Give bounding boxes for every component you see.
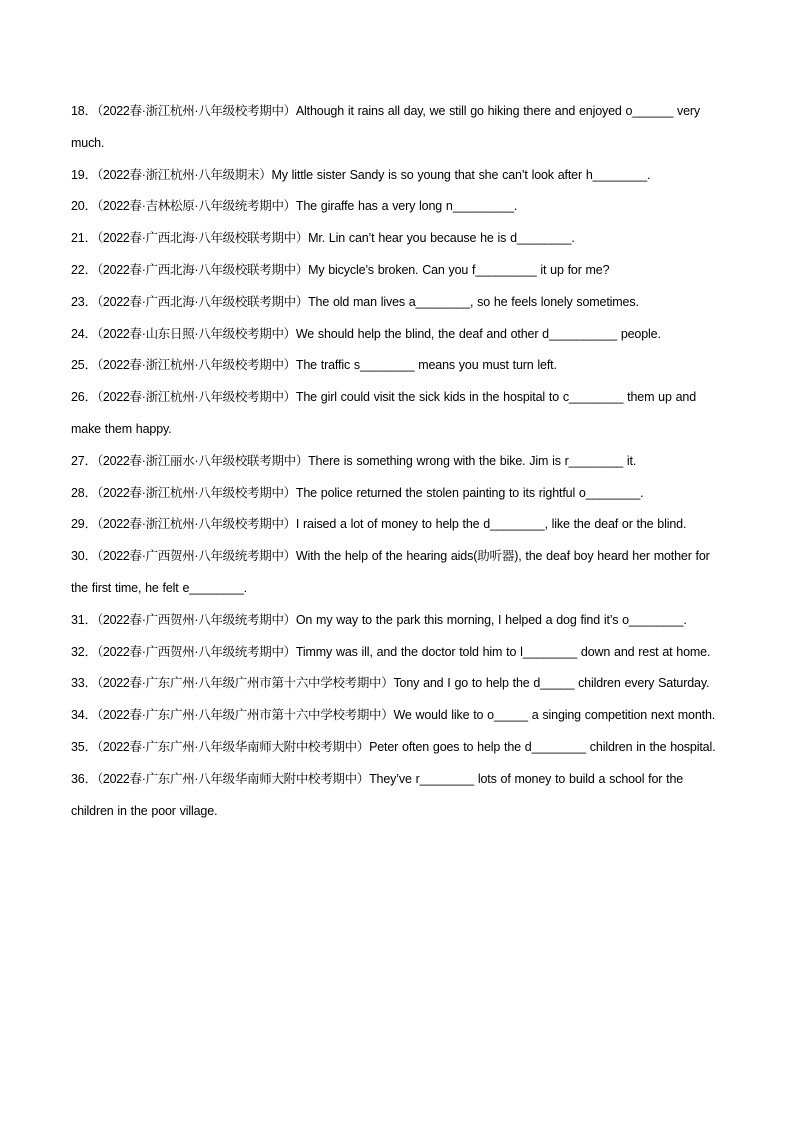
question-number: 36．	[71, 771, 97, 786]
question-item	[71, 446, 723, 478]
question-source: （2022春·浙江杭州·八年级期末）	[96, 167, 272, 182]
question-text: Peter often goes to help the d________ children in the hospital.	[369, 739, 716, 754]
question-item	[71, 287, 723, 319]
question-number: 31．	[71, 612, 97, 627]
question-source: （2022春·山东日照·八年级校考期中）	[96, 326, 296, 341]
question-text: The traffic s________ means you must turn left.	[295, 358, 557, 373]
question-item	[71, 382, 723, 446]
question-source: （2022春·广西贺州·八年级统考期中）	[96, 549, 296, 564]
question-item	[71, 668, 723, 700]
question-source: （2022春·浙江杭州·八年级校考期中）	[96, 104, 296, 118]
question-item	[71, 191, 723, 223]
question-item	[71, 478, 723, 510]
question-text: There is something wrong with the bike. Jim is r________ it.	[308, 453, 637, 468]
question-source: （2022春·浙江杭州·八年级校考期中）	[96, 390, 296, 405]
question-text: My little sister Sandy is so young that she can’t look after h________.	[271, 167, 651, 182]
question-source: （2022春·广东广州·八年级华南师大附中校考期中）	[96, 771, 370, 786]
question-number: 32．	[71, 644, 97, 659]
question-text: The old man lives a________, so he feels lonely sometimes.	[308, 294, 639, 309]
question-source: （2022春·广西北海·八年级校联考期中）	[96, 294, 309, 309]
question-number: 35．	[71, 739, 97, 754]
question-number: 26．	[71, 390, 97, 405]
question-source: （2022春·广东广州·八年级广州市第十六中学校考期中）	[96, 676, 394, 691]
question-number: 30．	[71, 549, 97, 564]
question-number: 28．	[71, 485, 97, 500]
question-number: 19．	[71, 167, 97, 182]
question-item	[71, 350, 723, 382]
question-item	[71, 319, 723, 351]
question-item	[71, 223, 723, 255]
question-number: 33．	[71, 676, 97, 691]
question-text: We should help the blind, the deaf and other d__________ people.	[295, 326, 661, 341]
question-source: （2022春·浙江杭州·八年级校考期中）	[96, 358, 296, 373]
question-text: Although it rains all day, we still go hiking there and enjoyed o______ very much.	[71, 104, 701, 150]
question-item	[71, 605, 723, 637]
question-number: 29．	[71, 517, 97, 532]
question-text: On my way to the park this morning, I helped a dog find it’s o________.	[295, 612, 687, 627]
question-text: The girl could visit the sick kids in the hospital to c________ them up and make them happy.	[71, 390, 697, 436]
question-number: 20．	[71, 199, 97, 214]
question-number: 22．	[71, 262, 97, 277]
question-text: My bicycle’s broken. Can you f_________ it up for me?	[308, 262, 610, 277]
question-number: 24．	[71, 326, 97, 341]
question-source: （2022春·浙江杭州·八年级校考期中）	[96, 517, 296, 532]
question-source: （2022春·浙江杭州·八年级校考期中）	[96, 485, 296, 500]
question-item	[71, 160, 723, 192]
question-list	[71, 96, 723, 827]
question-text: We would like to o_____ a singing competition next month.	[393, 708, 716, 723]
question-source: （2022春·广西北海·八年级校联考期中）	[96, 231, 309, 246]
question-text: They’ve r________ lots of money to build a school for the children in the poor village.	[71, 771, 684, 818]
question-number: 21．	[71, 231, 97, 246]
question-item	[71, 637, 723, 669]
question-number: 18．	[71, 104, 97, 118]
question-item	[71, 541, 723, 605]
question-text: Timmy was ill, and the doctor told him to l________ down and rest at home.	[295, 644, 711, 659]
question-source: （2022春·广东广州·八年级广州市第十六中学校考期中）	[96, 708, 394, 723]
question-number: 25．	[71, 358, 97, 373]
question-item	[71, 509, 723, 541]
question-source: （2022春·广西贺州·八年级统考期中）	[96, 644, 296, 659]
question-text: The police returned the stolen painting to its rightful o________.	[295, 485, 644, 500]
question-text: The giraffe has a very long n_________.	[295, 199, 518, 214]
question-text: Tony and I go to help the d_____ children every Saturday.	[393, 676, 710, 691]
question-text: With the help of the hearing aids(助听器), the deaf boy heard her mother for the first time, he felt e________.	[71, 549, 710, 595]
question-number: 27．	[71, 453, 97, 468]
question-number: 34．	[71, 708, 97, 723]
question-item	[71, 96, 723, 160]
question-item	[71, 764, 723, 828]
question-source: （2022春·浙江丽水·八年级校联考期中）	[96, 453, 309, 468]
question-source: （2022春·广西贺州·八年级统考期中）	[96, 612, 296, 627]
question-text: I raised a lot of money to help the d________, like the deaf or the blind.	[295, 517, 687, 532]
question-item	[71, 255, 723, 287]
question-source: （2022春·广东广州·八年级华南师大附中校考期中）	[96, 739, 370, 754]
question-number: 23．	[71, 294, 97, 309]
question-text: Mr. Lin can’t hear you because he is d________.	[308, 231, 575, 246]
question-source: （2022春·吉林松原·八年级统考期中）	[96, 199, 296, 214]
question-item	[71, 700, 723, 732]
question-item	[71, 732, 723, 764]
question-source: （2022春·广西北海·八年级校联考期中）	[96, 262, 309, 277]
